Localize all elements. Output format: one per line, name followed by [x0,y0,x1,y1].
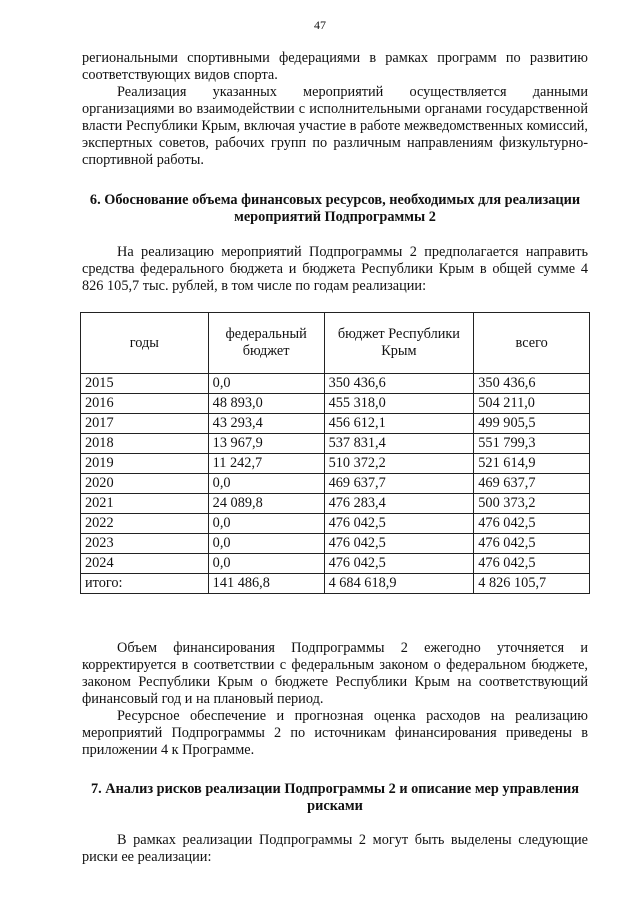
cell-total: 499 905,5 [474,414,590,434]
intro-paragraph-1: региональными спортивными федерациями в рамках программ по развитию соответствующих видов спорта. [82,50,588,83]
table-row [81,474,590,494]
cell-regional: 510 372,2 [324,454,474,474]
cell-year: 2022 [81,514,209,534]
cell-federal: 13 967,9 [208,434,324,454]
table-row [81,374,590,394]
section-6-heading-block [82,192,588,226]
table-row [81,394,590,414]
cell-regional: 455 318,0 [324,394,474,414]
cell-year: 2024 [81,554,209,574]
cell-grand-total: 4 826 105,7 [474,574,590,594]
cell-regional: 476 042,5 [324,534,474,554]
cell-federal: 0,0 [208,534,324,554]
cell-year: 2021 [81,494,209,514]
section-7-title: 7. Анализ рисков реализации Подпрограммы 2 и описание мер управления рисками [90,781,580,814]
cell-year: 2020 [81,474,209,494]
after-table-paragraph-2: Ресурсное обеспечение и прогнозная оценка расходов на реализацию мероприятий Подпрограммы 2 по источникам финансирования приведены в приложении 4 к Программе. [82,708,588,758]
header-regional-budget: бюджет Республики Крым [324,313,474,374]
cell-regional: 537 831,4 [324,434,474,454]
cell-year: 2017 [81,414,209,434]
cell-regional: 476 283,4 [324,494,474,514]
cell-federal: 0,0 [208,474,324,494]
cell-federal-sum: 141 486,8 [208,574,324,594]
cell-regional-sum: 4 684 618,9 [324,574,474,594]
cell-federal: 24 089,8 [208,494,324,514]
header-federal-budget: федеральный бюджет [208,313,324,374]
cell-regional: 469 637,7 [324,474,474,494]
cell-year: 2019 [81,454,209,474]
table-header-row [81,313,590,374]
section-7-heading-block [82,781,588,815]
cell-total: 476 042,5 [474,534,590,554]
section-6-title: 6. Обоснование объема финансовых ресурсов, необходимых для реализации мероприятий Подпрограммы 2 [89,192,581,225]
cell-total: 500 373,2 [474,494,590,514]
header-years: годы [81,313,209,374]
section-7-lead-block [82,832,588,866]
header-total: всего [474,313,590,374]
after-table-paragraph-1: Объем финансирования Подпрограммы 2 ежегодно уточняется и корректируется в соответствии с федеральным законом о федеральном бюджете, законом Республики Крым о бюджете Республики Крым на соответствующий финансовый год и на плановый период. [82,640,588,707]
cell-year: 2018 [81,434,209,454]
cell-year: 2023 [81,534,209,554]
cell-federal: 11 242,7 [208,454,324,474]
section-6-lead: На реализацию мероприятий Подпрограммы 2 предполагается направить средства федерального бюджета и бюджета Республики Крым в общей сумме 4 826 105,7 тыс. рублей, в том числе по годам реализации: [82,244,588,294]
cell-total: 469 637,7 [474,474,590,494]
cell-total: 551 799,3 [474,434,590,454]
table-row [81,434,590,454]
intro-text [82,50,588,169]
table-row [81,414,590,434]
cell-regional: 350 436,6 [324,374,474,394]
cell-federal: 43 293,4 [208,414,324,434]
cell-regional: 476 042,5 [324,514,474,534]
cell-total: 476 042,5 [474,514,590,534]
cell-federal: 48 893,0 [208,394,324,414]
page-number: 47 [314,18,326,32]
table-total-row [81,574,590,594]
cell-total: 476 042,5 [474,554,590,574]
table-row [81,514,590,534]
intro-paragraph-2: Реализация указанных мероприятий осуществляется данными организациями во взаимодействии с исполнительными органами государственной власти Республики Крым, включая участие в работе межведомственных комиссий, экспертных советов, рабочих групп по различным направлениям физкультурно-спортивной работы. [82,84,588,168]
cell-regional: 476 042,5 [324,554,474,574]
cell-total: 521 614,9 [474,454,590,474]
financing-table [80,312,590,594]
cell-total-label: итого: [81,574,209,594]
after-table-text [82,640,588,759]
table-row [81,454,590,474]
cell-year: 2016 [81,394,209,414]
section-7-lead: В рамках реализации Подпрограммы 2 могут быть выделены следующие риски ее реализации: [82,832,588,865]
section-6-lead-block [82,244,588,295]
cell-federal: 0,0 [208,554,324,574]
table-row [81,494,590,514]
cell-regional: 456 612,1 [324,414,474,434]
cell-total: 350 436,6 [474,374,590,394]
cell-year: 2015 [81,374,209,394]
table-row [81,534,590,554]
cell-federal: 0,0 [208,514,324,534]
table-row [81,554,590,574]
cell-total: 504 211,0 [474,394,590,414]
cell-federal: 0,0 [208,374,324,394]
